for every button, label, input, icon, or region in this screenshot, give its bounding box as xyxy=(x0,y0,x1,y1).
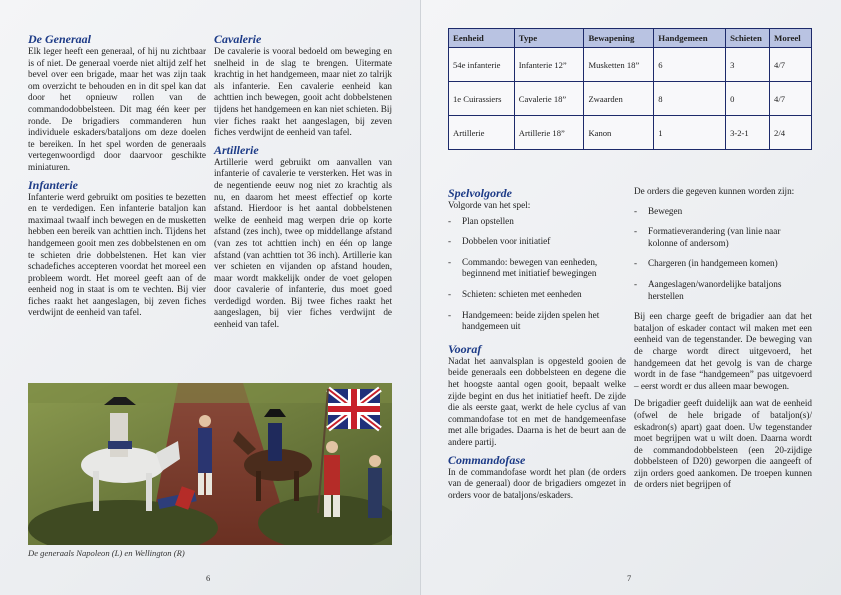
dash-bullet: - xyxy=(634,258,638,269)
table-cell: 8 xyxy=(654,82,726,116)
dash-bullet: - xyxy=(448,215,452,226)
table-row xyxy=(449,82,812,116)
table-cell: Cavalerie 18” xyxy=(514,82,584,116)
heading-infanterie: Infanterie xyxy=(28,177,79,192)
right-column-1 xyxy=(448,186,626,501)
heading-commandofase: Commandofase xyxy=(448,452,526,467)
miniatures-photo xyxy=(28,383,392,545)
heading-vooraf: Vooraf xyxy=(448,341,482,356)
table-cell: 0 xyxy=(726,82,770,116)
table-row xyxy=(449,48,812,82)
table-cell: 1 xyxy=(654,116,726,150)
list-item: - Commando: bewegen van eenheden, beginnend met initiatief bewegingen xyxy=(448,256,598,279)
table-cell: 4/7 xyxy=(770,48,812,82)
paragraph-cavalerie: De cavalerie is vooral bedoeld om beweging en snelheid in de slag te brengen. Uitermate krachtig in het handgemeen, maar niet zo talrijk als infanterie. Een cavalerie eenheid kan achttien inch bewegen, gooit acht dobbelstenen tijdens het handgemeen en kan niet schieten. Bij vier fiches raakt het aangeslagen, bij zeven fiches verdwijnt de eenheid van tafel. xyxy=(214,46,392,138)
table-row xyxy=(449,116,812,150)
table-header-cell: Bewapening xyxy=(584,29,654,48)
paragraph-commandofase: In de commandofase wordt het plan (de orders van de generaal) door de brigadiers omgezet in orders voor de bataljons/eskaders. xyxy=(448,466,626,500)
table-cell: Musketten 18” xyxy=(584,48,654,82)
table-cell: 54e infanterie xyxy=(449,48,515,82)
table-cell: Zwaarden xyxy=(584,82,654,116)
units-table-header-row xyxy=(449,29,812,48)
table-cell: Artillerie 18” xyxy=(514,116,584,150)
paragraph-vooraf: Nadat het aanvalsplan is opgesteld gooien de beide generaals een dobbelsteen en degene die het hoogste aantal ogen gooit, bepaalt welke zijde begint en dus het initiatief heeft. De zijde die als eerste gaat, werkt de hele cyclus af van commandofase tot en met de handgemeenfase met alle brigades. Daarna is het de beurt aan de andere partij. xyxy=(448,355,626,447)
dash-bullet: - xyxy=(634,278,638,289)
dash-bullet: - xyxy=(448,288,452,299)
heading-spelvolgorde: Spelvolgorde xyxy=(448,186,512,200)
page-number-right: 7 xyxy=(627,573,632,583)
table-cell: 3 xyxy=(726,48,770,82)
dash-bullet: - xyxy=(634,205,638,216)
orders-intro: De orders die gegeven kunnen worden zijn: xyxy=(634,186,795,196)
table-cell: Kanon xyxy=(584,116,654,150)
table-cell: Infanterie 12” xyxy=(514,48,584,82)
table-cell: Artillerie xyxy=(449,116,515,150)
dash-bullet: - xyxy=(634,226,638,237)
list-item: - Schieten: schieten met eenheden xyxy=(448,288,582,299)
table-cell: 2/4 xyxy=(770,116,812,150)
heading-cavalerie: Cavalerie xyxy=(214,32,262,46)
list-item: - Plan opstellen xyxy=(448,215,514,226)
left-column-2 xyxy=(214,32,392,331)
left-column-1 xyxy=(28,32,206,319)
table-header-cell: Schieten xyxy=(726,29,770,48)
dash-bullet: - xyxy=(448,256,452,267)
paragraph-de-generaal: Elk leger heeft een generaal, of hij nu zichtbaar is of niet. De generaal voerde niet altijd zelf het bevel over een brigade, maar het was zijn taak om overzicht te behouden en in dit spel kan dat door het opnieuw rollen van de commandodobbelsteen. Dit mag één keer per ronde. De brigadiers commanderen hun individuele eskaders/bataljons om deze doelen te bereiken. In het spel worden de generaals vertegenwoordigd door daarvoor geschikte miniaturen. xyxy=(28,46,206,172)
units-table xyxy=(448,28,812,150)
list-item: - Formatieverandering (van linie naar kolonne of andersom) xyxy=(634,226,781,248)
table-cell: 3-2-1 xyxy=(726,116,770,150)
paragraph-charge: Bij een charge geeft de brigadier aan dat het bataljon of eskader contact wil maken met een eenheid van de tegenstander. De beweging van de charge wordt direct uitgevoerd, het handgemeen dat het gevolg is van de charge wordt in de fase “handgemeen” pas uitgevoerd – eerst wordt er dus alleen maar bewogen. xyxy=(634,311,812,391)
photo-caption: De generaals Napoleon (L) en Wellington (R) xyxy=(28,548,185,558)
table-cell: 6 xyxy=(654,48,726,82)
table-header-cell: Type xyxy=(514,29,584,48)
dash-bullet: - xyxy=(448,236,452,247)
table-header-cell: Eenheid xyxy=(449,29,515,48)
spelvolgorde-list xyxy=(448,216,626,333)
table-header-cell: Moreel xyxy=(770,29,812,48)
heading-de-generaal: De Generaal xyxy=(28,32,91,46)
spelvolgorde-intro: Volgorde van het spel: xyxy=(448,200,531,210)
right-column-2 xyxy=(634,186,812,491)
list-item: - Chargeren (in handgemeen komen) xyxy=(634,258,778,269)
table-header-cell: Handgemeen xyxy=(654,29,726,48)
list-item: - Aangeslagen/wanordelijke bataljons herstellen xyxy=(634,278,782,301)
list-item: - Dobbelen voor initiatief xyxy=(448,236,551,247)
paragraph-infanterie: Infanterie werd gebruikt om posities te bezetten en te verdedigen. Een infanterie bataljon kan maximaal twaalf inch bewegen en de musketten hebben een bereik van achttien inch. Tijdens het handgemeen gooit men zes dobbelstenen en om te schieten drie dobbelstenen. Het kan vier schadefiches accepteren voordat het moreel een probleem wordt. Het moreel geeft aan of de eenheid nog in staat is om te vechten. Bij vier fiches raakt het aangeslagen, bij zeven fiches verdwijnt de eenheid van tafel. xyxy=(28,191,206,318)
heading-artillerie: Artillerie xyxy=(214,142,259,157)
paragraph-brigadier: De brigadier geeft duidelijk aan wat de eenheid (ofwel de hele brigade of bataljon(s)/ eskadron(s) apart) gaat doen. Uw tegenstander moet begrijpen wat u wilt doen. Daarna wordt de commandodobbelsteen (een 20-zijdige dobbelsteen of D20) geworpen die aangeeft of zijn orders goed aankomen. De troepen kunnen de orders niet begrijpen of xyxy=(634,398,812,490)
orders-list xyxy=(634,206,812,303)
paragraph-artillerie: Artillerie werd gebruikt om aanvallen van infanterie of cavalerie te versterken. Het was in de negentiende eeuw nog niet zo krachtig als nu, en daarom het meest effectief op korte afstand. Hierdoor is het aantal dobbelstenen welke de eenheid mag werpen drie op korte afstand (zes inch), twee op middellange afstand (van zes tot achttien inch) en één op lange afstand (van achttien tot 36 inch). Artillerie kan ver schieten en vijanden op afstand houden, maar wordt makkelijk onder de voet gelopen door cavalerie of infanterie, dus moet goed verdedigd worden. Bij twee fiches raakt het aangeslagen, bij vier fiches verdwijnt de eenheid van tafel. xyxy=(214,156,392,330)
list-item: - Bewegen xyxy=(634,205,683,216)
dash-bullet: - xyxy=(448,309,452,320)
page-number-left: 6 xyxy=(206,573,211,583)
table-cell: 1e Cuirassiers xyxy=(449,82,515,116)
table-cell: 4/7 xyxy=(770,82,812,116)
list-item: - Handgemeen: beide zijden spelen het handgemeen uit xyxy=(448,309,600,332)
